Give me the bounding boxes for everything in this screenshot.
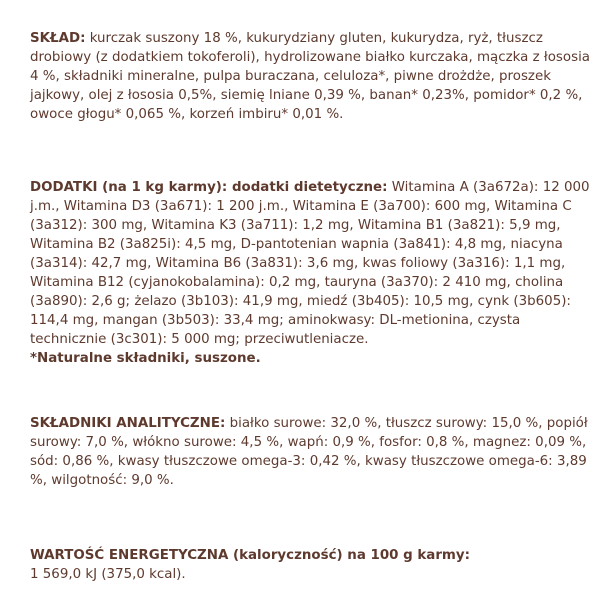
energy-section xyxy=(30,546,590,584)
analytical-heading: SKŁADNIKI ANALITYCZNE: xyxy=(30,416,226,431)
additives-text: Witamina A (3a672a): 12 000 j.m., Witamina D3 (3a671): 1 200 j.m., Witamina E (3a700): 600 mg, Witamina C (3a312): 300 mg, Witamina K3 (3a711): 1,2 mg, Witamina B1 (3a821): 5,9 mg, Witamina B2 (3a825i): 4,5 mg, D-pantotenian wapnia (3a841): 4,8 mg, niacyna (3a314): 42,7 mg, Witamina B6 (3a831): 3,6 mg, kwas foliowy (3a316): 1,1 mg, Witamina B12 (cyjanokobalamina): 0,2 mg, tauryna (3a370): 2 410 mg, cholina (3a890): 2,6 g; żelazo (3b103): 41,9 mg, miedź (3b405): 10,5 mg, cynk (3b605): 114,4 mg, mangan (3b503): 33,4 mg; aminokwasy: DL-metionina, czysta technicznie (3c301): 5 000 mg; przeciwutleniacze. xyxy=(30,180,590,347)
composition-heading: SKŁAD: xyxy=(30,31,86,46)
composition-text: kurczak suszony 18 %, kukurydziany gluten, kukurydza, ryż, tłuszcz drobiowy (z dodatkiem tokoferoli), hydrolizowane białko kurczaka, mączka z łososia 4 %, składniki mineralne, pulpa buraczana, celuloza*, piwne drożdże, proszek jajkowy, olej z łososia 0,5%, siemię lniane 0,39 %, banan* 0,23%, pomidor* 0,2 %, owoce głogu* 0,065 %, korzeń imbiru* 0,01 %. xyxy=(30,31,590,122)
additives-section xyxy=(30,178,590,368)
natural-ingredients-note: *Naturalne składniki, suszone. xyxy=(30,351,261,366)
additives-heading: DODATKI (na 1 kg karmy): dodatki dietetyczne: xyxy=(30,180,388,195)
analytical-text: białko surowe: 32,0 %, tłuszcz surowy: 15,0 %, popiół surowy: 7,0 %, włókno surowe: 4,5 %, wapń: 0,9 %, fosfor: 0,8 %, magnez: 0,09 %, sód: 0,86 %, kwasy tłuszczowe omega-3: 0,42 %, kwasy tłuszczowe omega-6: 3,89 %, wilgotność: 9,0 %. xyxy=(30,416,588,488)
energy-text: 1 569,0 kJ (375,0 kcal). xyxy=(30,567,186,582)
composition-section xyxy=(30,29,590,124)
analytical-section xyxy=(30,414,590,490)
energy-heading: WARTOŚĆ ENERGETYCZNA (kaloryczność) na 100 g karmy: xyxy=(30,548,470,563)
